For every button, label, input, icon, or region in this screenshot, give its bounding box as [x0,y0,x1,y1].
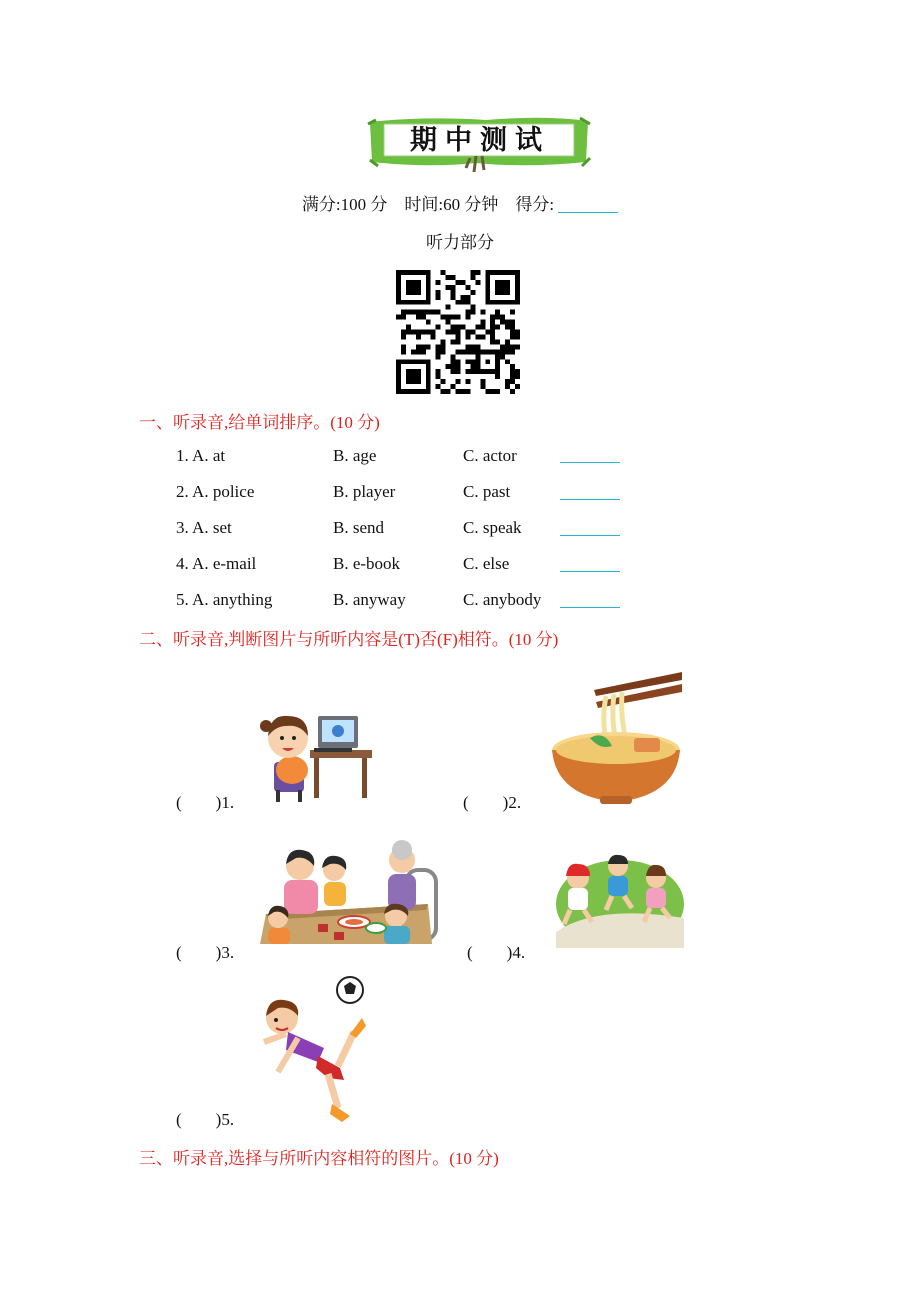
q2-option-a: 2. A. police [176,482,255,501]
section-subtitle: 听力部分 [426,233,494,252]
section3-heading: 三、听录音,选择与所听内容相符的图片。(10 分) [139,1149,499,1168]
score-info [0,190,920,215]
q4-option-c: C. else [463,554,510,573]
q5-option-c: C. anybody [463,590,542,609]
t-f-item-1[interactable]: ( )1. [176,793,235,812]
q4-answer-blank[interactable] [560,571,620,572]
noodles-picture [550,668,682,806]
q3-option-b: B. send [333,518,384,537]
qr-code-icon [396,270,520,394]
q3-answer-blank[interactable] [560,535,620,536]
t-f-item-5[interactable]: ( )5. [176,1110,235,1129]
t-f-item-3[interactable]: ( )3. [176,943,235,962]
section1-heading: 一、听录音,给单词排序。(10 分) [139,413,380,432]
q1-option-b: B. age [333,446,377,465]
girl-computer-picture [256,704,376,802]
q1-option-c: C. actor [463,446,517,465]
boy-soccer-picture [258,976,370,1126]
q4-option-a: 4. A. e-mail [176,554,257,573]
page-title: 期中测试 [410,125,550,156]
q5-option-a: 5. A. anything [176,590,273,609]
q5-answer-blank[interactable] [560,607,620,608]
section2-heading: 二、听录音,判断图片与所听内容是(T)否(F)相符。(10 分) [139,630,559,649]
q4-option-b: B. e-book [333,554,401,573]
q1-answer-blank[interactable] [560,462,620,463]
t-f-item-2[interactable]: ( )2. [463,793,522,812]
q2-option-c: C. past [463,482,511,501]
q1-option-a: 1. A. at [176,446,226,465]
family-dinner-picture [256,840,438,946]
q3-option-c: C. speak [463,518,522,537]
q5-option-b: B. anyway [333,590,406,609]
score-blank [558,212,618,213]
score-info-text: 满分:100 分 时间:60 分钟 得分: [301,195,555,214]
children-running-picture [556,852,684,948]
t-f-item-4[interactable]: ( )4. [467,943,526,962]
q2-option-b: B. player [333,482,396,501]
q2-answer-blank[interactable] [560,499,620,500]
q3-option-a: 3. A. set [176,518,232,537]
